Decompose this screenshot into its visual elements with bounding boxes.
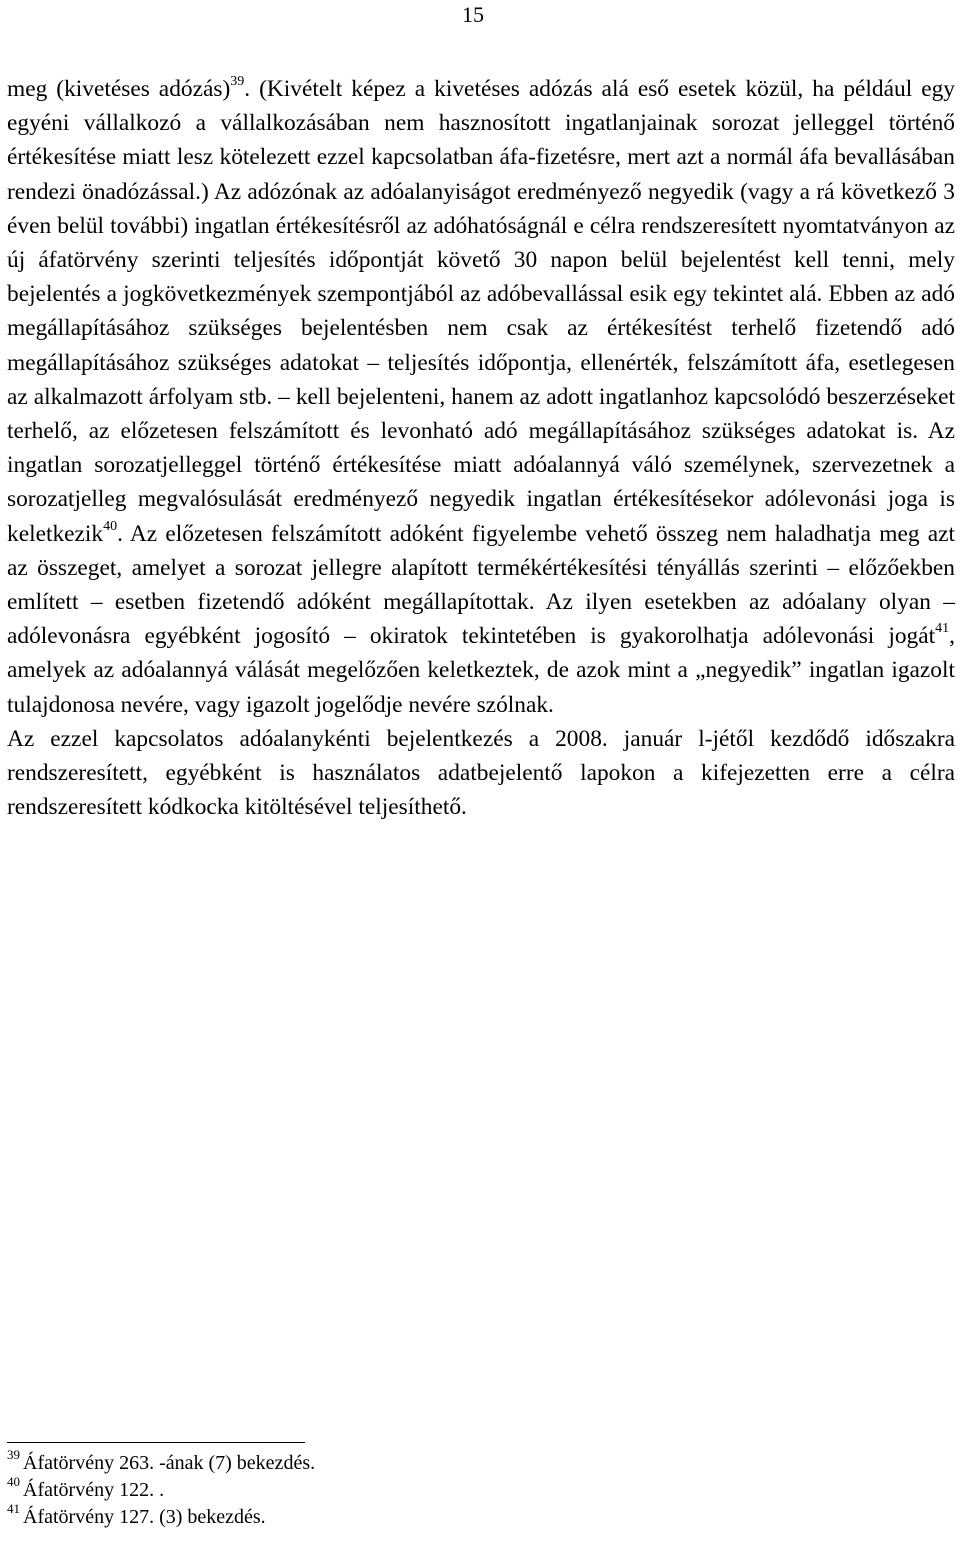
footnote-divider [7,1442,305,1443]
footnote-41 [7,1501,315,1531]
paragraph-text: . (Kivételt képez a kivetéses adózás alá eső esetek közül, ha például egy egyéni vállalkozó a vállalkozásában nem hasznosított ingatlanjainak sorozat jelleggel történő értékesítése miatt lesz kötelezett ezzel kapcsolatban áfa-fizetésre, mert azt a normál áfa bevallásában rendezi önadózással.) Az adózónak az adóalanyiságot eredményező negyedik (vagy a rá következő 3 éven belül további) ingatlan értékesítésről az adóhatóságnál e célra rendszeresített nyomtatványon az új áfatörvény szerinti teljesítés időpontját követő 30 napon belül bejelentést kell tenni, mely bejelentés a jogkövetkezmények szempontjából az adóbevallással esik egy tekintet alá. Ebben az adó megállapításához szükséges bejelentésben nem csak az értékesítést terhelő fizetendő adó megállapításához szükséges adatokat – teljesítés időpontja, ellenérték, felszámított áfa, esetlegesen az alkalmazott árfolyam stb. – kell bejelenteni, hanem az adott ingatlanhoz kapcsolódó beszerzéseket terhelő, az előzetesen felszámított és levonható adó megállapításához szükséges adatokat is. Az ingatlan sorozatjelleggel történő értékesítése miatt adóalannyá váló személynek, szervezetnek a sorozatjelleg megvalósulását eredményező negyedik ingatlan értékesítésekor adólevonási joga is keletkezik [7,76,955,547]
footnote-39 [7,1447,316,1477]
footnote-40 [7,1474,315,1504]
paragraph-text: . Az előzetesen felszámított adóként figyelembe vehető összeg nem haladhatja meg azt az összeget, amelyet a sorozat jellegre alapított termékértékesítési tényállás szerinti – előzőekben említett – esetben fizetendő adóként megállapítottak. Az ilyen esetekben az adóalany olyan – adólevonásra egyébként jogosító – okiratok tekintetében is gyakorolhatja adólevonási jogát [7,520,955,650]
paragraph-registration: Az ezzel kapcsolatos adóalanykénti bejelentkezés a 2008. január l-jétől kezdődő időszakra rendszeresített, egyébként is használatos adatbejelentő lapokon a kifejezetten erre a célra rendszeresített kódkocka kitöltésével teljesíthető. [7,725,955,821]
footnote-number: 40 [7,1474,20,1490]
footnotes [7,1447,316,1531]
paragraph-main [7,72,955,722]
body-text [7,72,955,824]
page-number: 15 [462,2,484,27]
footnote-text: Áfatörvény 263. -ának (7) bekezdés. [23,1452,316,1474]
footnote-ref-41[interactable]: 41 [935,621,950,637]
footnote-number: 39 [7,1447,20,1463]
paragraph-text: meg (kivetéses adózás) [7,76,231,102]
footnote-number: 41 [7,1501,20,1517]
footnote-ref-39[interactable]: 39 [230,74,245,90]
footnote-ref-40[interactable]: 40 [103,518,118,534]
footnote-text: Áfatörvény 127. (3) bekezdés. [23,1506,266,1528]
footnote-text: Áfatörvény 122. . [23,1479,165,1501]
paragraph-text: , amelyek az adóalannyá válását megelőzően keletkeztek, de azok mint a „negyedik” ingatlan igazolt tulajdonosa nevére, vagy igazolt jogelődje nevére szólnak. [7,623,955,718]
